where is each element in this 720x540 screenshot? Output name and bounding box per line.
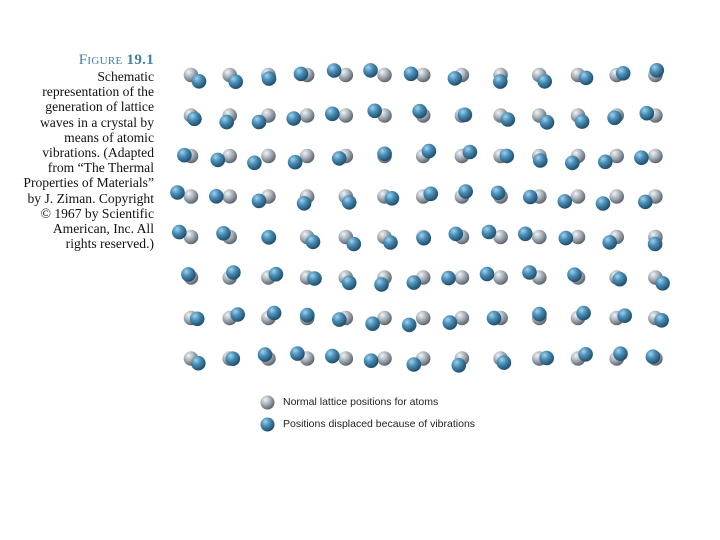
caption-line: waves in a crystal by: [39, 114, 154, 130]
caption-line: representation of the: [42, 84, 154, 100]
normal-atom: [609, 189, 624, 204]
displaced-atom: [638, 195, 653, 210]
displaced-atom: [533, 153, 548, 168]
displaced-atom: [290, 346, 305, 361]
displaced-atom: [342, 276, 357, 291]
displaced-atom: [422, 144, 437, 159]
displaced-atom: [565, 156, 580, 171]
caption-line: rights reserved.): [65, 236, 154, 252]
displaced-atom: [211, 153, 226, 168]
caption-line: generation of lattice: [45, 99, 154, 115]
displaced-atom: [307, 271, 322, 286]
displaced-atom: [325, 107, 340, 122]
displaced-atom: [578, 347, 593, 362]
displaced-atom: [646, 349, 661, 364]
displaced-atom: [297, 196, 312, 211]
displaced-atom: [383, 235, 398, 250]
displaced-atom: [617, 308, 632, 323]
displaced-atom: [448, 71, 463, 86]
displaced-atom: [325, 349, 340, 364]
displaced-atom: [367, 104, 382, 119]
normal-atom: [261, 149, 276, 164]
displaced-atom: [559, 231, 574, 246]
displaced-atom: [364, 353, 379, 368]
displaced-atom: [575, 114, 590, 129]
normal-atom: [339, 108, 354, 123]
caption-line: vibrations. (Adapted: [42, 145, 154, 161]
caption-line: Schematic: [97, 69, 154, 84]
displaced-atom: [294, 67, 309, 82]
displaced-atom: [602, 235, 617, 250]
displaced-atom: [458, 108, 473, 123]
normal-atom: [300, 108, 315, 123]
displaced-atom: [306, 235, 321, 250]
displaced-atom: [650, 63, 665, 78]
displaced-atom: [616, 66, 631, 81]
displaced-atom: [567, 267, 582, 282]
displaced-atom: [192, 74, 207, 89]
displaced-atom: [501, 112, 516, 127]
normal-atom: [455, 270, 470, 285]
normal-atom: [416, 311, 431, 326]
displaced-atom: [327, 63, 342, 78]
displaced-atom: [491, 186, 506, 201]
displaced-atom: [407, 357, 422, 372]
displaced-atom: [449, 227, 464, 242]
gray-sphere-icon: [260, 395, 275, 410]
displaced-atom: [187, 112, 202, 127]
displaced-atom: [518, 227, 533, 242]
displaced-atom: [219, 115, 234, 130]
displaced-atom: [262, 230, 277, 245]
displaced-atom: [228, 74, 243, 89]
displaced-atom: [612, 272, 627, 287]
displaced-atom: [181, 267, 196, 282]
displaced-atom: [347, 237, 362, 252]
legend-displaced-label: Positions displaced because of vibrations: [283, 418, 476, 430]
displaced-atom: [500, 149, 515, 164]
displaced-atom: [634, 150, 649, 165]
displaced-atoms-layer: [170, 63, 670, 373]
displaced-atom: [539, 351, 554, 366]
displaced-atom: [598, 155, 613, 170]
displaced-atom: [170, 185, 185, 200]
displaced-atom: [226, 265, 241, 280]
displaced-atom: [480, 267, 495, 282]
displaced-atom: [655, 276, 670, 291]
displaced-atom: [363, 63, 378, 78]
caption-line: by J. Ziman. Copyright: [27, 190, 154, 206]
displaced-atom: [269, 267, 284, 282]
displaced-atom: [332, 312, 347, 327]
displaced-atom: [252, 115, 267, 130]
caption-line: American, Inc. All: [52, 221, 154, 237]
displaced-atom: [648, 237, 663, 252]
displaced-atom: [300, 308, 315, 323]
displaced-atom: [288, 155, 303, 170]
displaced-atom: [385, 191, 400, 206]
displaced-atom: [497, 355, 512, 370]
displaced-atom: [482, 225, 497, 240]
displaced-atom: [596, 196, 611, 211]
displaced-atom: [172, 225, 187, 240]
displaced-atom: [654, 313, 669, 328]
displaced-atom: [407, 275, 422, 290]
displaced-atom: [532, 307, 547, 322]
displaced-atom: [424, 187, 439, 202]
displaced-atom: [607, 111, 622, 126]
displaced-atom: [417, 231, 432, 246]
displaced-atom: [540, 115, 555, 130]
legend-normal: [260, 393, 438, 411]
normal-atom: [377, 68, 392, 83]
displaced-atom: [209, 189, 224, 204]
caption-line: © 1967 by Scientific: [40, 205, 154, 221]
caption-line: Properties of Materials”: [23, 175, 154, 191]
displaced-atom: [286, 111, 301, 126]
displaced-atom: [377, 147, 392, 162]
displaced-atom: [402, 318, 417, 333]
displaced-atom: [523, 190, 538, 205]
displaced-atom: [230, 307, 245, 322]
figure-label-text: Figure: [78, 52, 123, 68]
legend-normal-label: Normal lattice positions for atoms: [283, 396, 439, 408]
displaced-atom: [441, 271, 456, 286]
displaced-atom: [191, 356, 206, 371]
displaced-atom: [404, 67, 419, 82]
caption-line: from “The Thermal: [47, 160, 154, 176]
normal-atom: [377, 351, 392, 366]
normal-atom: [648, 149, 663, 164]
blue-sphere-icon: [260, 417, 275, 432]
normal-atom: [339, 351, 354, 366]
displaced-atom: [216, 226, 231, 241]
displaced-atom: [226, 351, 241, 366]
displaced-atom: [252, 194, 267, 209]
displaced-atom: [537, 74, 552, 89]
displaced-atom: [493, 74, 508, 89]
displaced-atom: [177, 148, 192, 163]
displaced-atom: [522, 265, 537, 280]
normal-atom: [222, 189, 237, 204]
normal-atom: [184, 189, 199, 204]
normal-atom: [571, 189, 586, 204]
displaced-atom: [613, 346, 628, 361]
displaced-atom: [558, 194, 573, 209]
caption-line: means of atomic: [64, 129, 154, 145]
figure-number: 19.1: [126, 52, 154, 68]
displaced-atom: [190, 312, 205, 327]
displaced-atom: [640, 106, 655, 121]
normal-atom: [493, 270, 508, 285]
displaced-atom: [576, 306, 591, 321]
displaced-atom: [412, 104, 427, 119]
displaced-atom: [342, 195, 357, 210]
displaced-atom: [452, 358, 467, 373]
displaced-atom: [458, 184, 473, 199]
displaced-atom: [374, 277, 389, 292]
legend-displaced: [260, 415, 475, 433]
displaced-atom: [579, 71, 594, 86]
displaced-atom: [332, 151, 347, 166]
displaced-atom: [258, 347, 273, 362]
normal-atom: [532, 230, 547, 245]
displaced-atom: [267, 306, 282, 321]
displaced-atom: [365, 316, 380, 331]
displaced-atom: [262, 71, 277, 86]
displaced-atom: [247, 156, 262, 171]
displaced-atom: [463, 145, 478, 160]
displaced-atom: [487, 311, 502, 326]
displaced-atom: [443, 315, 458, 330]
